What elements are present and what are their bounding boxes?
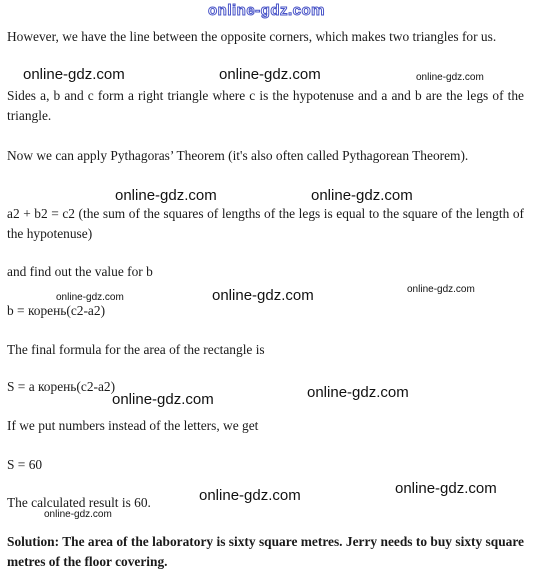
- watermark: online-gdz.com: [115, 187, 217, 204]
- watermark: online-gdz.com: [416, 72, 484, 83]
- paragraph-result: The calculated result is 60.: [7, 495, 151, 510]
- paragraph-triangles: However, we have the line between the opposite corners, which makes two triangles for us.: [7, 29, 497, 44]
- paragraph-area-intro: The final formula for the area of the rectangle is: [7, 342, 265, 357]
- watermark: online-gdz.com: [56, 292, 124, 303]
- watermark: online-gdz.com: [407, 284, 475, 295]
- watermark: online-gdz.com: [307, 384, 409, 401]
- watermark: online-gdz.com: [112, 391, 214, 408]
- watermark-top: online-gdz.com: [208, 2, 325, 19]
- watermark: online-gdz.com: [44, 509, 112, 520]
- watermark: online-gdz.com: [219, 66, 321, 83]
- paragraph-solution: Solution: The area of the laboratory is sixty square metres. Jerry needs to buy sixty square metres of the floor covering.: [7, 534, 524, 569]
- watermark: online-gdz.com: [311, 187, 413, 204]
- watermark: online-gdz.com: [395, 480, 497, 497]
- paragraph-formula-sum: a2 + b2 = c2 (the sum of the squares of lengths of the legs is equal to the square of the length of the hypotenuse): [7, 206, 524, 241]
- paragraph-pythagoras: Now we can apply Pythagoras’ Theorem (it's also often called Pythagorean Theorem).: [7, 148, 469, 163]
- watermark: online-gdz.com: [23, 66, 125, 83]
- paragraph-s-value: S = 60: [7, 457, 43, 472]
- paragraph-substitute: If we put numbers instead of the letters, we get: [7, 418, 259, 433]
- watermark: online-gdz.com: [199, 487, 301, 504]
- paragraph-area-formula: S = a корень(c2-a2): [7, 379, 116, 394]
- watermark: online-gdz.com: [212, 287, 314, 304]
- paragraph-find-b: and find out the value for b: [7, 264, 153, 279]
- paragraph-b-formula: b = корень(c2-a2): [7, 303, 106, 318]
- paragraph-sides: Sides a, b and c form a right triangle where c is the hypotenuse and a and b are the legs of the triangle.: [7, 88, 524, 123]
